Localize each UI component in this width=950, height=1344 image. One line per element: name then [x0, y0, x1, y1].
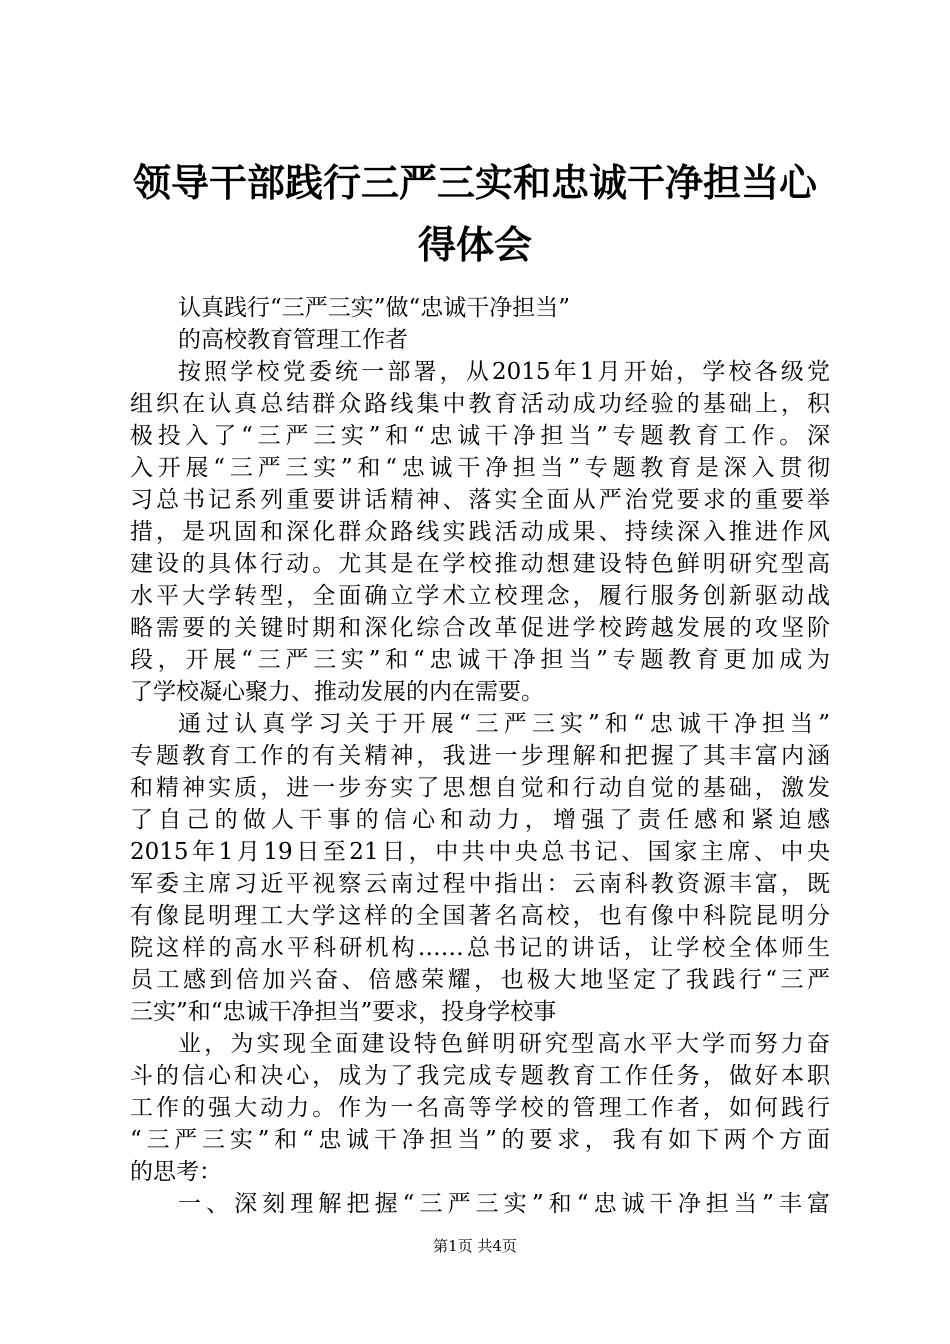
paragraph-line: 略需要的关键时期和深化综合改革促进学校跨越发展的攻坚阶 [130, 615, 830, 641]
document-body [130, 292, 830, 1220]
paragraph-line: 水平大学转型，全面确立学术立校理念，履行服务创新驱动战 [130, 583, 830, 609]
paragraph-line: 院这样的高水平科研机构……总书记的讲话，让学校全体师生 [130, 935, 830, 961]
paragraph-line: 了学校凝心聚力、推动发展的内在需要。 [130, 679, 544, 705]
subtitle-line: 的高校教育管理工作者 [178, 327, 408, 353]
paragraph-line: 专题教育工作的有关精神，我进一步理解和把握了其丰富内涵 [130, 743, 830, 769]
paragraph-line: 和精神实质，进一步夯实了思想自觉和行动自觉的基础，激发 [130, 775, 830, 801]
paragraph-line: 有像昆明理工大学这样的全国著名高校，也有像中科院昆明分 [130, 903, 830, 929]
paragraph-line: 通过认真学习关于开展“三严三实”和“忠诚干净担当” [178, 711, 830, 737]
paragraph-line: 2015年1月19日至21日，中共中央总书记、国家主席、中央 [130, 839, 830, 865]
paragraph-line: 三实”和“忠诚干净担当”要求，投身学校事 [130, 999, 557, 1025]
paragraph-line: 的思考： [130, 1159, 222, 1185]
paragraph-line: 了自己的做人干事的信心和动力，增强了责任感和紧迫感 [130, 807, 830, 833]
paragraph-line: 按照学校党委统一部署，从2015年1月开始，学校各级党 [178, 359, 830, 385]
paragraph-line: “三严三实”和“忠诚干净担当”的要求，我有如下两个方面 [130, 1127, 830, 1153]
page-number-footer: 第1页 共4页 [433, 1237, 517, 1255]
paragraph-line: 军委主席习近平视察云南过程中指出：云南科教资源丰富，既 [130, 871, 830, 897]
document-title: 领导干部践行三严三实和忠诚干净担当心得体会 [132, 160, 817, 267]
paragraph-line: 段，开展“三严三实”和“忠诚干净担当”专题教育更加成为 [130, 647, 830, 673]
paragraph-line: 业，为实现全面建设特色鲜明研究型高水平大学而努力奋 [178, 1031, 830, 1057]
section-heading-line: 一、深刻理解把握“三严三实”和“忠诚干净担当”丰富 [178, 1191, 830, 1217]
paragraph-line: 建设的具体行动。尤其是在学校推动想建设特色鲜明研究型高 [130, 551, 830, 577]
subtitle-line: 认真践行“三严三实”做“忠诚干净担当” [178, 295, 571, 321]
paragraph-line: 组织在认真总结群众路线集中教育活动成功经验的基础上，积 [130, 391, 830, 417]
paragraph-line: 工作的强大动力。作为一名高等学校的管理工作者，如何践行 [130, 1095, 830, 1121]
paragraph-line: 习总书记系列重要讲话精神、落实全面从严治党要求的重要举 [130, 487, 830, 513]
paragraph-line: 员工感到倍加兴奋、倍感荣耀，也极大地坚定了我践行“三严 [130, 967, 830, 993]
paragraph-line: 极投入了“三严三实”和“忠诚干净担当”专题教育工作。深 [130, 423, 830, 449]
paragraph-line: 措，是巩固和深化群众路线实践活动成果、持续深入推进作风 [130, 519, 830, 545]
paragraph-line: 斗的信心和决心，成为了我完成专题教育工作任务，做好本职 [130, 1063, 830, 1089]
paragraph-line: 入开展“三严三实”和“忠诚干净担当”专题教育是深入贯彻 [130, 455, 830, 481]
